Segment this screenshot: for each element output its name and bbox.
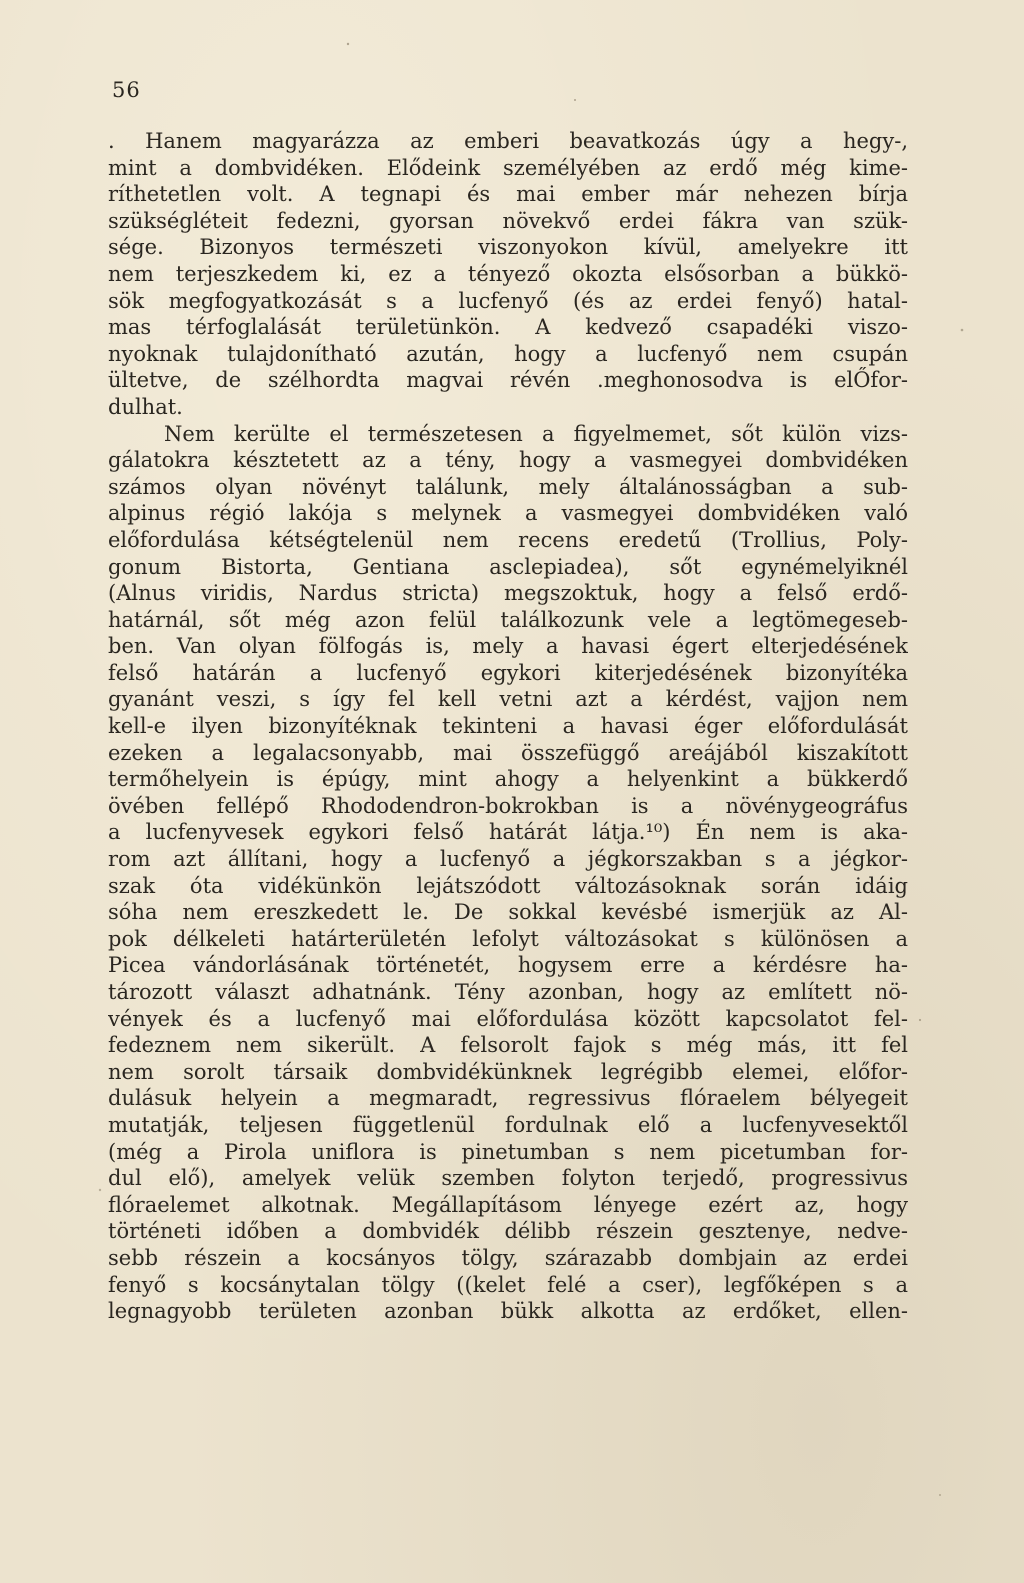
text-line: flóraelemet alkotnak. Megállapításom lényege ezért az, hogy	[108, 1192, 908, 1217]
page-number: 56	[112, 78, 141, 102]
text-line: nem sorolt társaik dombvidékünknek legrégibb elemei, előfor-	[108, 1059, 908, 1084]
text-line: dulhat.	[108, 394, 183, 419]
text-line: a lucfenyvesek egykori felső határát látja.¹⁰) Én nem is aka-	[108, 820, 908, 845]
text-line: mint a dombvidéken. Elődeink személyében az erdő még kime-	[108, 155, 908, 180]
text-line: gonum Bistorta, Gentiana asclepiadea), sőt egynémelyiknél	[108, 554, 908, 579]
text-line: ültetve, de szélhordta magvai révén .meghonosodva is elŐfor-	[108, 368, 908, 393]
text-line: kell-e ilyen bizonyítéknak tekinteni a havasi éger előfordulását	[108, 714, 908, 739]
text-line: . Hanem magyarázza az emberi beavatkozás úgy a hegy-,	[108, 129, 908, 153]
text-line: (még a Pirola uniflora is pinetumban s nem picetumban for-	[108, 1139, 908, 1164]
text-line: gálatokra késztetett az a tény, hogy a vasmegyei dombvidéken	[108, 448, 908, 473]
text-line: rom azt állítani, hogy a lucfenyő a jégkorszakban s a jégkor-	[108, 847, 908, 872]
text-line: gyanánt veszi, s így fel kell vetni azt a kérdést, vajjon nem	[108, 687, 908, 712]
text-line: nyoknak tulajdonítható azután, hogy a lucfenyő nem csupán	[108, 341, 908, 366]
text-line: termőhelyein is épúgy, mint ahogy a helyenkint a bükkerdő	[108, 767, 908, 792]
text-line: pok délkeleti határterületén lefolyt változásokat s különösen a	[108, 926, 908, 951]
text-line: felső határán a lucfenyő egykori kiterjedésének bizonyítéka	[108, 660, 908, 685]
text-line: övében fellépő Rhododendron-bokrokban is a növénygeográfus	[108, 793, 908, 818]
text-line: legnagyobb területen azonban bükk alkotta az erdőket, ellen-	[108, 1299, 908, 1324]
text-line: fenyő s kocsánytalan tölgy ((kelet felé a cser), legfőképen s a	[108, 1272, 908, 1297]
text-line: számos olyan növényt találunk, mely általánosságban a sub-	[108, 474, 908, 499]
text-line: szak óta vidékünkön lejátszódott változásoknak során idáig	[108, 873, 908, 898]
text-line: tározott választ adhatnánk. Tény azonban, hogy az említett nö-	[108, 980, 908, 1004]
text-line: ríthetetlen volt. A tegnapi és mai ember már nehezen bírja	[108, 182, 908, 207]
text-line: határnál, sőt még azon felül találkozunk vele a legtömegeseb-	[108, 607, 908, 632]
text-line: Nem kerülte el természetesen a figyelmemet, sőt külön vizs-	[164, 421, 908, 446]
text-line: (Alnus viridis, Nardus stricta) megszoktuk, hogy a felső erdő-	[108, 581, 908, 606]
text-line: nem terjeszkedem ki, ez a tényező okozta elsősorban a bükkö-	[108, 261, 908, 286]
text-line: előfordulása kétségtelenül nem recens eredetű (Trollius, Poly-	[108, 527, 908, 552]
text-line: ezeken a legalacsonyabb, mai összefüggő areájából kiszakított	[108, 740, 908, 765]
text-line: dul elő), amelyek velük szemben folyton terjedő, progressivus	[108, 1166, 908, 1191]
text-line: Picea vándorlásának történetét, hogysem erre a kérdésre ha-	[108, 953, 908, 978]
text-line: szükségléteit fedezni, gyorsan növekvő erdei fákra van szük-	[108, 208, 908, 233]
text-line: mas térfoglalását területünkön. A kedvező csapadéki viszo-	[108, 315, 908, 340]
text-line: vények és a lucfenyő mai előfordulása között kapcsolatot fel-	[108, 1006, 908, 1031]
text-line: sök megfogyatkozását s a lucfenyő (és az erdei fenyő) hatal-	[108, 288, 908, 313]
text-line: ben. Van olyan fölfogás is, mely a havasi égert elterjedésének	[108, 634, 908, 659]
text-line: mutatják, teljesen függetlenül fordulnak elő a lucfenyvesektől	[108, 1112, 908, 1137]
text-line: sebb részein a kocsányos tölgy, szárazabb dombjain az erdei	[108, 1245, 908, 1270]
text-line: fedeznem nem sikerült. A felsorolt fajok s még más, itt fel	[108, 1033, 908, 1058]
body-text	[108, 128, 908, 1325]
text-line: történeti időben a dombvidék délibb részein gesztenye, nedve-	[108, 1219, 908, 1244]
text-line: dulásuk helyein a megmaradt, regressivus flóraelem bélyegeit	[108, 1086, 908, 1111]
text-line: sége. Bizonyos természeti viszonyokon kívül, amelyekre itt	[108, 235, 908, 260]
text-line: alpinus régió lakója s melynek a vasmegyei dombvidéken való	[108, 501, 908, 526]
text-line: sóha nem ereszkedett le. De sokkal kevésbé ismerjük az Al-	[108, 900, 908, 925]
